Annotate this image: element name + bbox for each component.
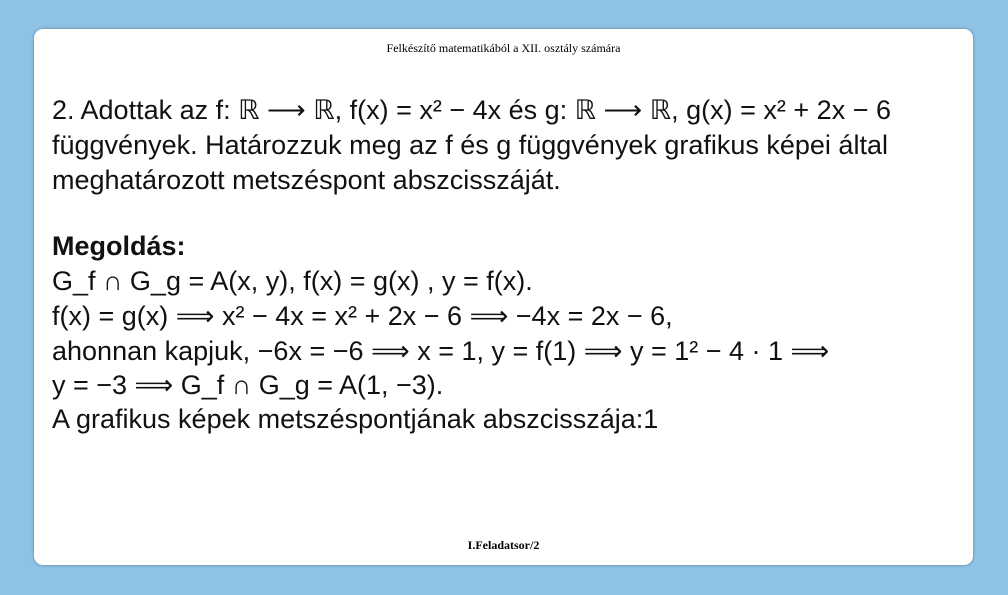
problem-line-3: meghatározott metszéspont abszcisszáját.: [52, 165, 561, 195]
solution-line-2: f(x) = g(x) ⟹ x² − 4x = x² + 2x − 6 ⟹ −4x = 2x − 6,: [52, 301, 673, 331]
solution-title: Megoldás:: [52, 231, 186, 261]
solution-line-4: y = −3 ⟹ G_f ∩ G_g = A(1, −3).: [52, 370, 444, 400]
slide-header: Felkészítő matematikából a XII. osztály számára: [386, 41, 621, 55]
slide: [34, 29, 973, 565]
problem-line-1: 2. Adottak az f: ℝ ⟶ ℝ, f(x) = x² − 4x és g: ℝ ⟶ ℝ, g(x) = x² + 2x − 6: [52, 95, 891, 125]
problem-line-2: függvények. Határozzuk meg az f és g függvények grafikus képei által: [52, 130, 888, 160]
slide-footer: I.Feladatsor/2: [467, 538, 540, 552]
solution-conclusion: A grafikus képek metszéspontjának abszcisszája:1: [52, 404, 659, 434]
solution-line-3: ahonnan kapjuk, −6x = −6 ⟹ x = 1, y = f(1) ⟹ y = 1² − 4 · 1 ⟹: [52, 336, 830, 366]
solution-line-1: G_f ∩ G_g = A(x, y), f(x) = g(x) , y = f(x).: [52, 266, 533, 296]
